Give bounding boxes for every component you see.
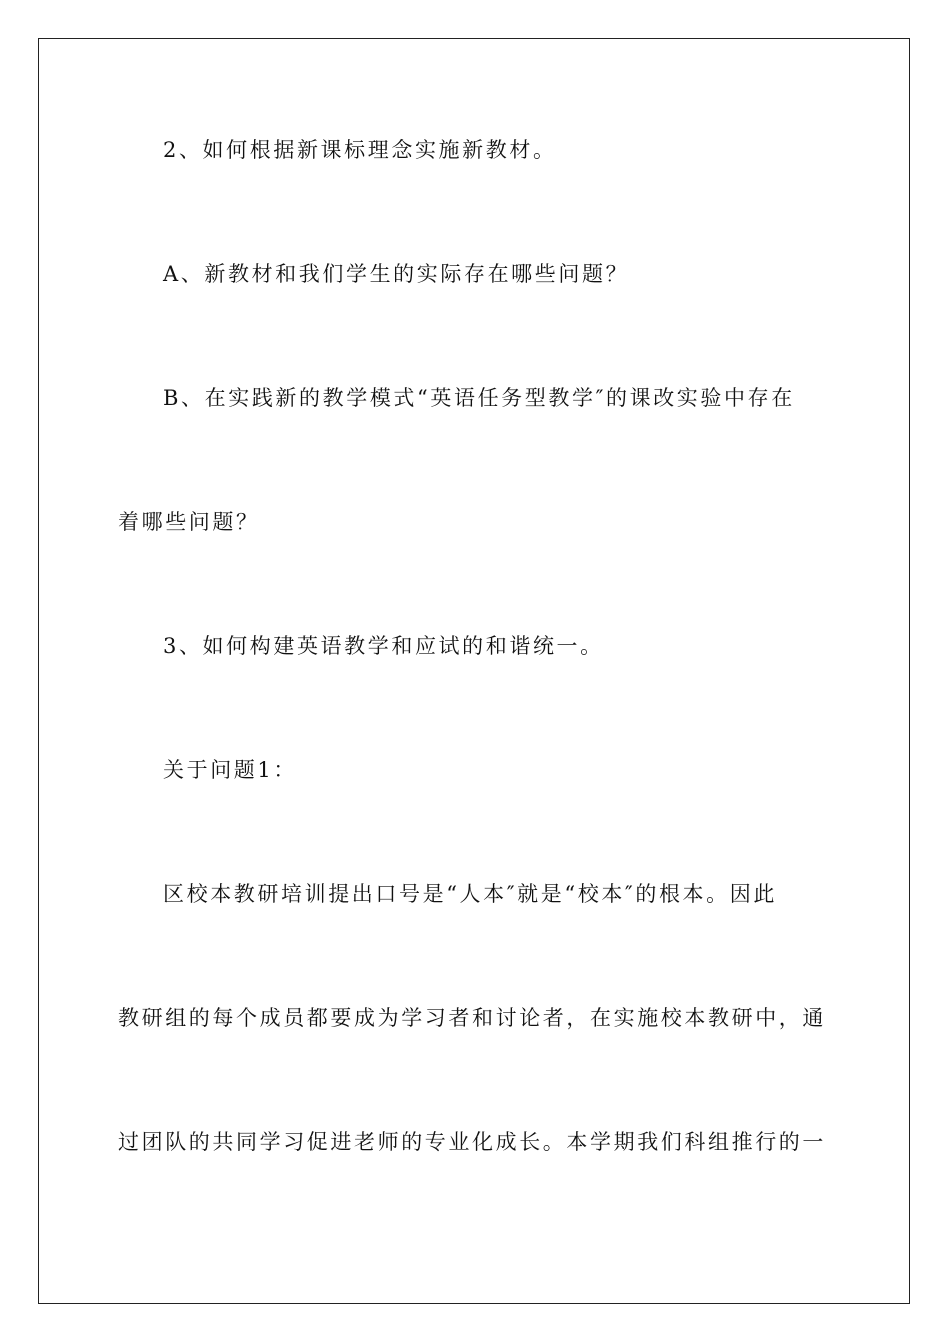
section-heading-question-1: 关于问题1：: [163, 758, 297, 782]
item-b-question-line2: 着哪些问题？: [118, 510, 260, 534]
item-a-question: A、新教材和我们学生的实际存在哪些问题？: [163, 262, 630, 286]
item-b-question-line1: B、在实践新的教学模式“英语任务型教学″的课改实验中存在: [163, 386, 795, 410]
paragraph-line-2: 教研组的每个成员都要成为学习者和讨论者，在实施校本教研中，通: [118, 1006, 826, 1030]
item-2-heading: 2、如何根据新课标理念实施新教材。: [163, 138, 557, 162]
paragraph-line-1: 区校本教研培训提出口号是“人本″就是“校本″的根本。因此: [163, 882, 777, 906]
item-3-heading: 3、如何构建英语教学和应试的和谐统一。: [163, 634, 604, 658]
page-frame: [38, 38, 910, 1304]
paragraph-line-3: 过团队的共同学习促进老师的专业化成长。本学期我们科组推行的一: [118, 1130, 826, 1154]
